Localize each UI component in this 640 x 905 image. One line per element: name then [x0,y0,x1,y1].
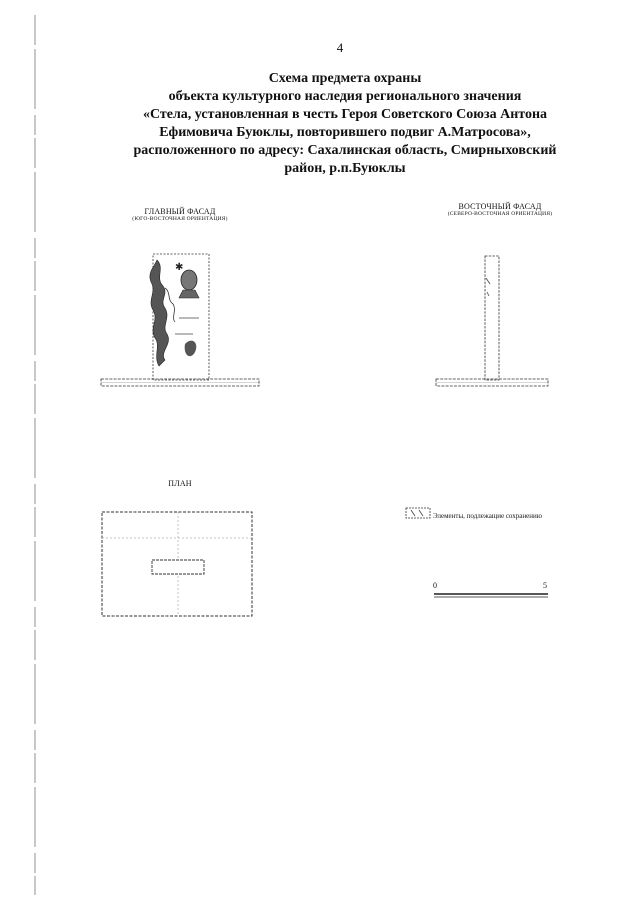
east-facade-caption-block [425,202,575,218]
main-facade-subcaption: (ЮГО-ВОСТОЧНАЯ ОРИЕНТАЦИЯ) [132,216,228,222]
plan-drawing [100,508,256,618]
east-facade-subcaption: (СЕВЕРО-ВОСТОЧНАЯ ОРИЕНТАЦИЯ) [447,211,553,217]
main-facade-caption-block [95,207,265,223]
main-facade-drawing [95,248,265,396]
title-line: район, р.п.Буюклы [284,161,406,176]
east-facade-drawing [430,248,554,396]
title-line: «Стела, установленная в честь Героя Советского Союза Антона [142,107,548,122]
title-line: Ефимовича Буюклы, повторившего подвиг А.Матросова», [159,125,531,140]
page-number: 4 [336,40,344,55]
title-line: объекта культурного наследия регионального значения [168,89,522,104]
svg-text:✱: ✱ [175,262,184,273]
title-line: расположенного по адресу: Сахалинская область, Смирныховский [133,143,557,158]
document-title [95,70,595,178]
plan-caption: ПЛАН [168,479,192,488]
legend-label: Элементы, подлежащие сохранению [433,512,542,520]
scale-bar [432,592,550,600]
legend-hatch-icon [405,506,431,520]
scan-edge-line [34,15,36,895]
main-facade-caption: ГЛАВНЫЙ ФАСАД [144,207,216,216]
scale-start-label: 0 [433,581,437,590]
title-line: Схема предмета охраны [268,71,422,86]
scale-end-label: 5 [543,581,547,590]
east-facade-caption: ВОСТОЧНЫЙ ФАСАД [458,202,542,211]
